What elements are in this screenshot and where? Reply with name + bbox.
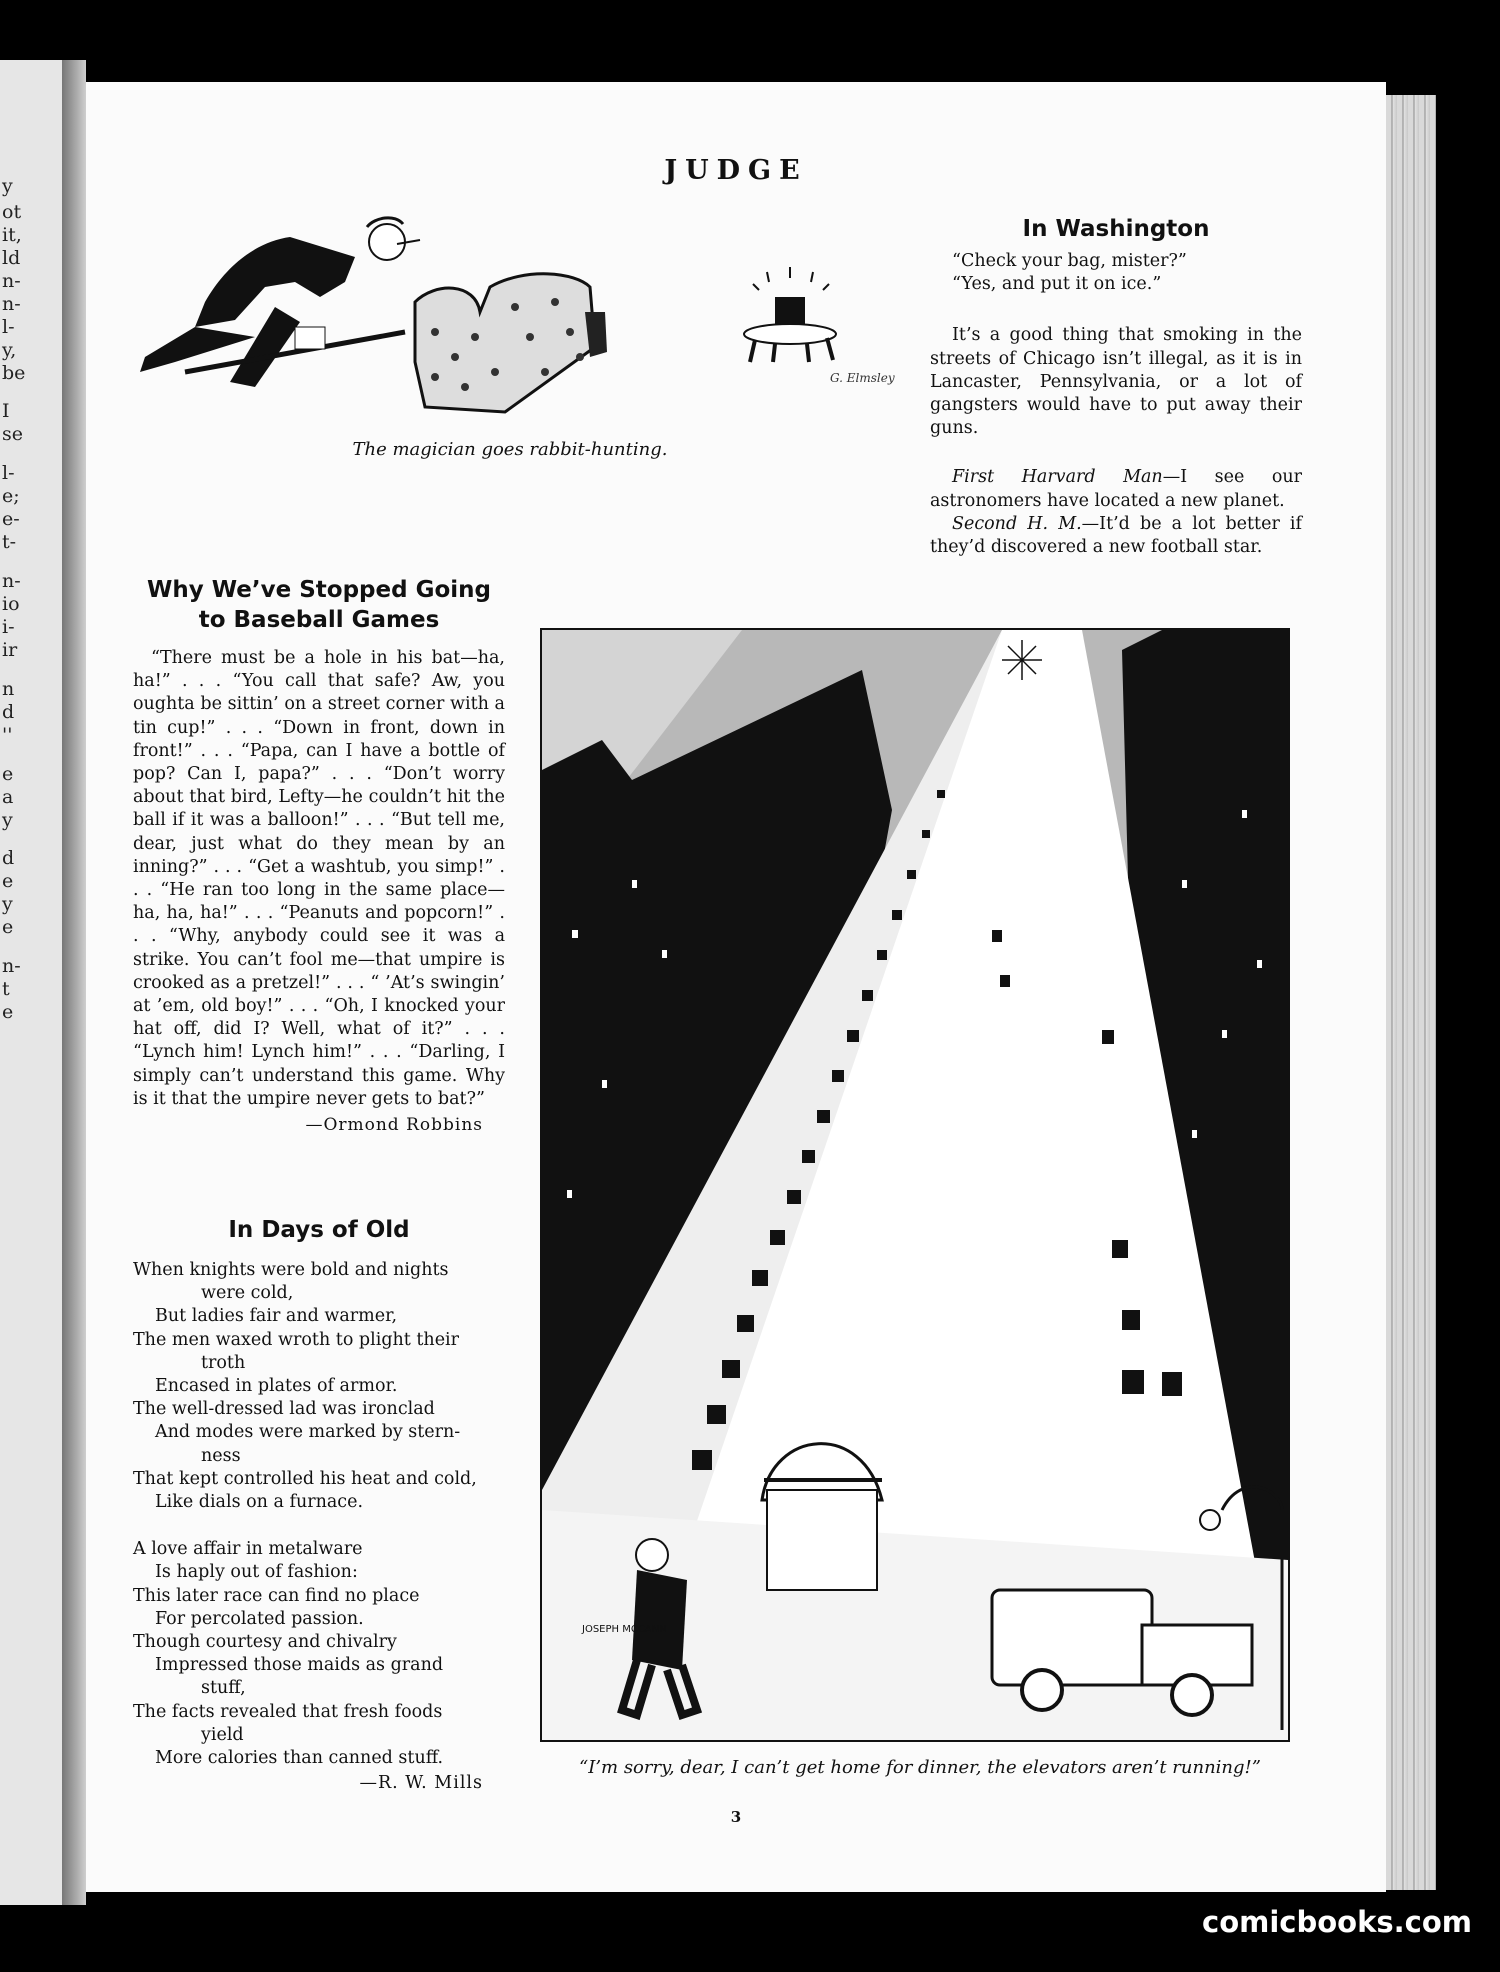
baseball-heading: Why We’ve Stopped Going to Baseball Games bbox=[147, 577, 491, 633]
left-page-text-fragment: e bbox=[2, 763, 14, 785]
left-page-text-fragment: a bbox=[2, 786, 14, 808]
washington-line-2: “Yes, and put it on ice.” bbox=[952, 274, 1162, 295]
skyscraper-illustration bbox=[542, 630, 1288, 1740]
washington-line-1: “Check your bag, mister?” bbox=[952, 251, 1187, 271]
poem-line: More calories than canned stuff. bbox=[155, 1748, 444, 1769]
poem-line: troth bbox=[201, 1352, 246, 1373]
left-page-text-fragment: e; bbox=[2, 485, 20, 507]
poem-line: Impressed those maids as grand bbox=[155, 1655, 444, 1676]
days-of-old-poem bbox=[133, 1215, 505, 1795]
baseball-byline: —Ormond Robbins bbox=[305, 1115, 483, 1136]
left-page-text-fragment: y bbox=[2, 809, 13, 831]
poem-stanza-1 bbox=[133, 1259, 505, 1514]
left-page-text-fragment: I bbox=[2, 400, 10, 422]
left-page-text-fragment: t bbox=[2, 978, 10, 1000]
magician-signature: G. Elmsley bbox=[830, 371, 895, 385]
book-gutter bbox=[62, 60, 86, 1905]
left-page-text-fragment: i- bbox=[2, 616, 15, 638]
poem-line: Is haply out of fashion: bbox=[155, 1562, 358, 1583]
poem-line: And modes were marked by stern- bbox=[155, 1422, 461, 1443]
poem-line: The men waxed wroth to plight their bbox=[133, 1329, 460, 1350]
left-page-text-fragment: ot bbox=[2, 201, 22, 223]
left-page-text-fragment: e- bbox=[2, 508, 20, 530]
left-page-text-fragment: it, bbox=[2, 224, 22, 246]
left-page-text-fragment: n- bbox=[2, 570, 21, 592]
chicago-paragraph: It’s a good thing that smoking in the streets of Chicago isn’t illegal, as it is in Lancaster, Pennsylvania, or a lot of gangsters would have to put away their guns. bbox=[930, 325, 1302, 439]
magician-cartoon bbox=[135, 212, 895, 442]
poem-line: Though courtesy and chivalry bbox=[133, 1632, 397, 1653]
harvard-line-2 bbox=[930, 513, 1302, 559]
page-edges bbox=[1386, 95, 1436, 1890]
left-page-text-fragment: n- bbox=[2, 955, 21, 977]
poem-line: Encased in plates of armor. bbox=[155, 1376, 398, 1397]
left-page-text-fragment: ir bbox=[2, 639, 18, 661]
left-page-text-fragment: l- bbox=[2, 462, 15, 484]
baseball-article bbox=[133, 575, 505, 1135]
left-page-text-fragment: e bbox=[2, 916, 14, 938]
baseball-body: “There must be a hole in his bat—ha, ha!” . . . “You call that safe? Aw, you oughta be sittin’ on a street corner with a tin cup!” . . . “Down in front, down in front!” . . . “Papa, can I have a bottle of pop? Can I, papa?” . . . “Don’t worry about that bird, Lefty—he couldn’t hit the ball if it was a balloon!” . . . “But tell me, dear, just what do they mean by an inning?” . . . “Get a washtub, you simp!” . . . “He ran too long in the same place—ha, ha, ha!” . . . “Peanuts and popcorn!” . . . “Why, anybody could see it was a strike. You can’t fool me—that umpire is crooked as a pretzel!” . . . “ ’At’s swingin’ at ’em, old boy!” . . . “Oh, I knocked your hat off, did I? Well, what of it?” . . . “Lynch him! Lynch him!” . . . “Darling, I simply can’t understand this game. Why is it that the umpire never gets to bat?” bbox=[133, 648, 505, 1109]
harvard-line-1 bbox=[930, 466, 1302, 512]
magician-caption: The magician goes rabbit-hunting. bbox=[352, 439, 668, 460]
harvard-text-2: —It’d be a lot better if they’d discovered a new football star. bbox=[930, 513, 1302, 558]
skyscraper-caption: “I’m sorry, dear, I can’t get home for dinner, the elevators aren’t running!” bbox=[579, 1757, 1261, 1778]
left-page-text-fragment: e bbox=[2, 1001, 14, 1023]
left-page-text-fragment: l- bbox=[2, 316, 15, 338]
poem-line: ness bbox=[201, 1445, 241, 1466]
left-page-text-fragment: n- bbox=[2, 270, 21, 292]
left-page-text-fragment: y bbox=[2, 893, 13, 915]
left-page-text-fragment: d bbox=[2, 847, 15, 869]
poem-line: But ladies fair and warmer, bbox=[155, 1306, 398, 1327]
left-page-text-fragment: se bbox=[2, 423, 23, 445]
cartoon-signature: JOSEPH MCCANN bbox=[582, 1624, 667, 1635]
skyscraper-cartoon bbox=[540, 628, 1290, 1742]
poem-line: For percolated passion. bbox=[155, 1608, 364, 1629]
poem-byline: —R. W. Mills bbox=[359, 1773, 483, 1794]
left-page-text-fragment: be bbox=[2, 362, 26, 384]
page-number: 3 bbox=[730, 1808, 742, 1826]
harvard-text-1: —I see our astronomers have located a new planet. bbox=[930, 467, 1302, 511]
poem-line: When knights were bold and nights bbox=[133, 1260, 449, 1280]
poem-line: That kept controlled his heat and cold, bbox=[133, 1468, 477, 1489]
left-page-text-fragment: '' bbox=[2, 724, 13, 746]
harvard-speaker-1: First Harvard Man bbox=[952, 467, 1163, 488]
washington-heading: In Washington bbox=[1022, 216, 1210, 242]
washington-section bbox=[930, 214, 1302, 559]
left-page-text-fragment: n- bbox=[2, 293, 21, 315]
poem-line: This later race can find no place bbox=[133, 1585, 420, 1606]
poem-stanza-2 bbox=[133, 1538, 505, 1770]
left-page-text-fragment: e bbox=[2, 870, 14, 892]
left-page-text-fragment: n bbox=[2, 678, 15, 700]
poem-line: The facts revealed that fresh foods bbox=[133, 1701, 443, 1722]
left-page-text-fragment: t- bbox=[2, 531, 17, 553]
left-page-text-fragment: ld bbox=[2, 247, 21, 269]
poem-line: A love affair in metalware bbox=[133, 1539, 363, 1560]
left-page-sliver bbox=[0, 60, 62, 1905]
poem-line: were cold, bbox=[201, 1283, 294, 1304]
watermark: comicbooks.com bbox=[1202, 1905, 1472, 1939]
harvard-speaker-2: Second H. M. bbox=[952, 513, 1082, 534]
poem-heading: In Days of Old bbox=[228, 1217, 410, 1243]
poem-line: stuff, bbox=[201, 1678, 246, 1699]
poem-line: Like dials on a furnace. bbox=[155, 1492, 364, 1513]
left-page-text-fragment: d bbox=[2, 701, 15, 723]
left-page-text-fragment: y, bbox=[2, 339, 17, 361]
poem-line: The well-dressed lad was ironclad bbox=[133, 1399, 435, 1420]
poem-line: yield bbox=[201, 1724, 244, 1745]
left-page-text-fragment: y bbox=[2, 175, 13, 197]
running-head: JUDGE bbox=[664, 155, 808, 186]
left-page-text-fragment: io bbox=[2, 593, 20, 615]
